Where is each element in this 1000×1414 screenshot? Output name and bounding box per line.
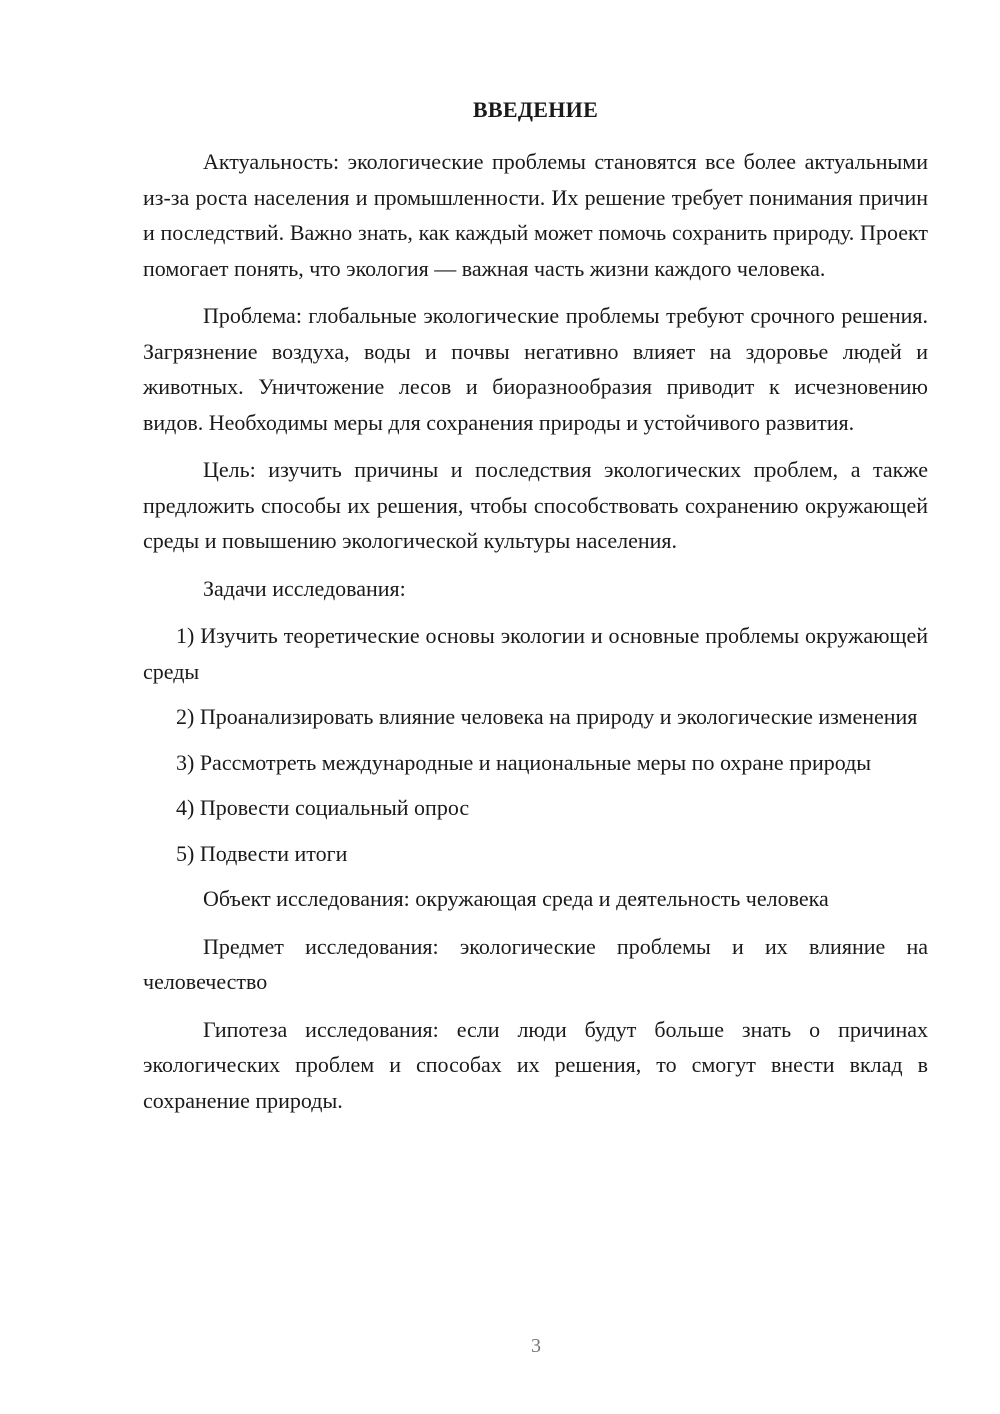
- task-item-5: 5) Подвести итоги: [176, 840, 348, 866]
- page-number: 3: [531, 1335, 541, 1357]
- object-paragraph: Объект исследования: окружающая среда и деятельность человека: [203, 886, 829, 911]
- tasks-heading: Задачи исследования:: [203, 575, 406, 601]
- task-item-2: 2) Проанализировать влияние человека на природу и экологические изменения: [176, 704, 918, 729]
- subject-paragraph: Предмет исследования: экологические проблемы и их влияние на человечество: [143, 933, 928, 994]
- hypothesis-paragraph: Гипотеза исследования: если люди будут больше знать о причинах экологических проблем и способах их решения, то смогут внести вклад в сохранение природы.: [143, 1016, 928, 1113]
- document-page: [143, 96, 928, 1130]
- task-item-1: 1) Изучить теоретические основы экологии и основные проблемы окружающей среды: [143, 623, 928, 684]
- problem-paragraph: Проблема: глобальные экологические проблемы требуют срочного решения. Загрязнение воздуха, воды и почвы негативно влияет на здоровье людей и животных. Уничтожение лесов и биоразнообразия приводит к исчезновению видов. Необходимы меры для сохранения природы и устойчивого развития.: [143, 303, 928, 435]
- task-item-3: 3) Рассмотреть международные и национальные меры по охране природы: [176, 749, 872, 775]
- goal-paragraph: Цель: изучить причины и последствия экологических проблем, а также предложить способы их решения, чтобы способствовать сохранению окружающей среды и повышению экологической культуры населения.: [143, 457, 928, 553]
- task-item-4: 4) Провести социальный опрос: [176, 795, 470, 820]
- tasks-list: [143, 618, 928, 871]
- relevance-paragraph: Актуальность: экологические проблемы становятся все более актуальными из-за роста населения и промышленности. Их решение требует понимания причин и последствий. Важно знать, как каждый может помочь сохранить природу. Проект помогает понять, что экология — важная часть жизни каждого человека.: [143, 149, 928, 281]
- page-title: ВВЕДЕНИЕ: [472, 97, 599, 122]
